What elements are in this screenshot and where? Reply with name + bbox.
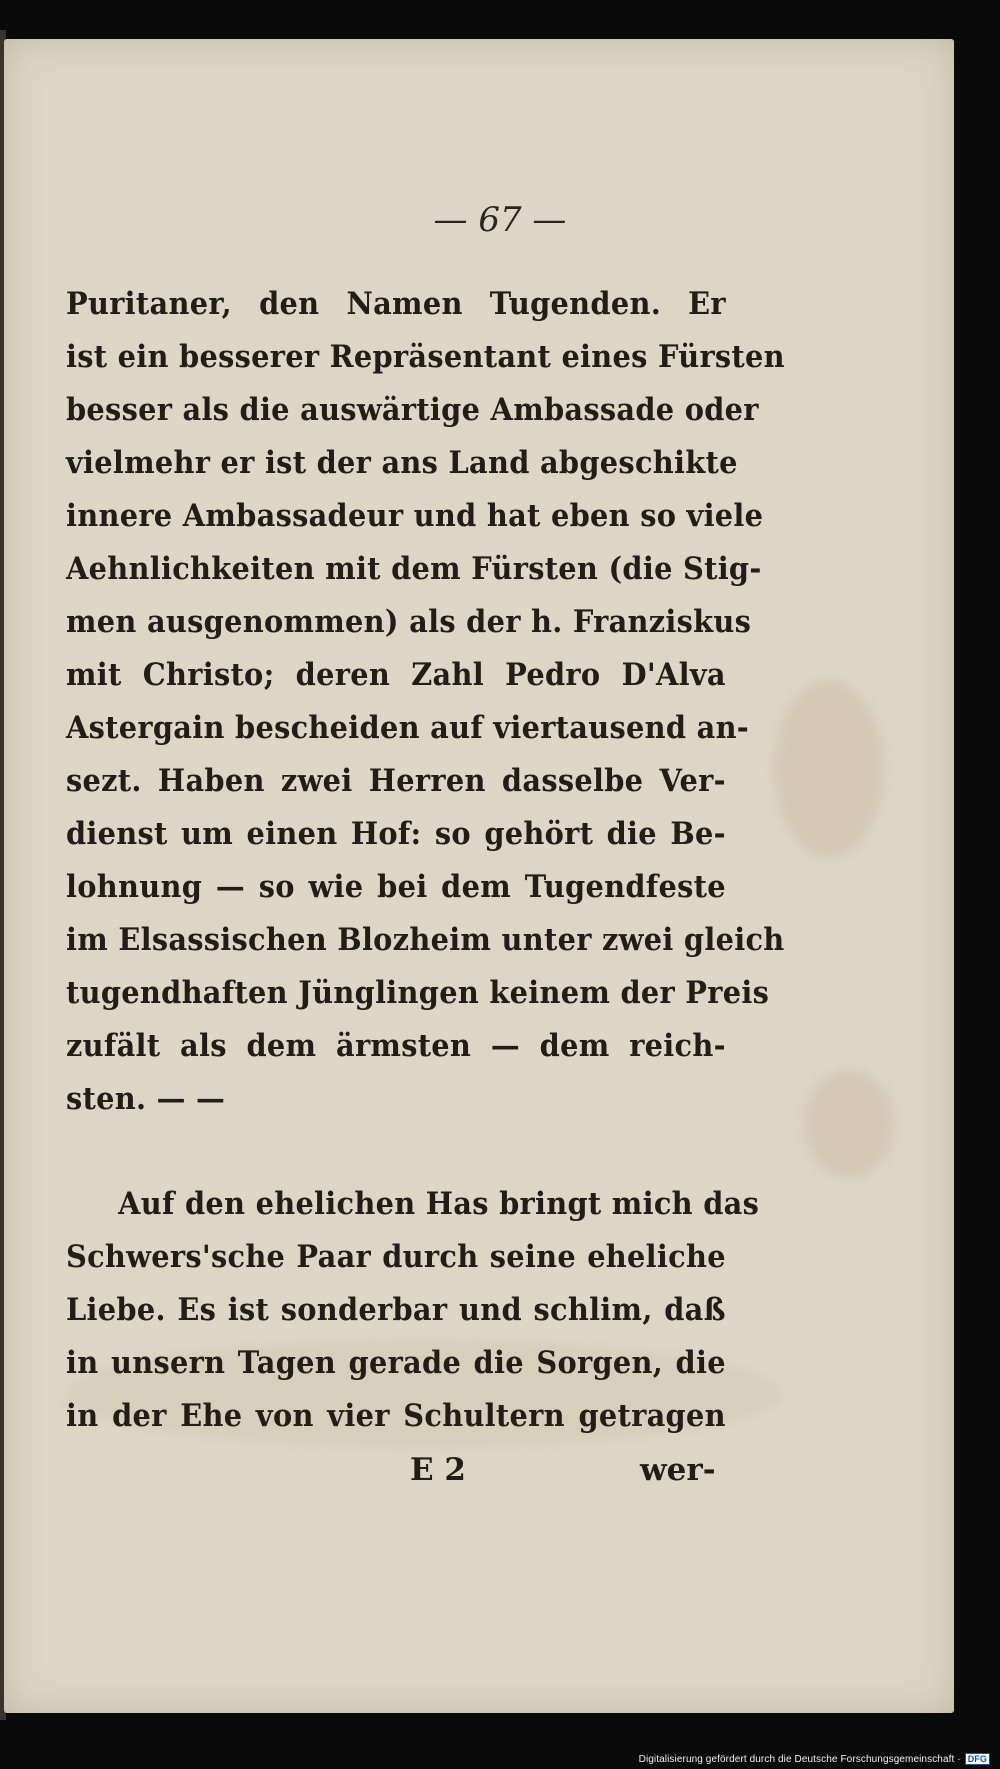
text-line: Liebe. Es ist sonderbar und schlim, daß xyxy=(66,1292,726,1328)
text-line: zufält als dem ärmsten — dem reich- xyxy=(66,1028,726,1064)
text-line: in der Ehe von vier Schultern getragen xyxy=(66,1398,726,1434)
text-line: Schwers'sche Paar durch seine eheliche xyxy=(66,1239,726,1275)
text-line: ist ein besserer Repräsentant eines Fürsten xyxy=(66,339,785,375)
page-number-header: — 67 — xyxy=(433,200,567,240)
text-line: lohnung — so wie bei dem Tugendfeste xyxy=(66,869,726,905)
paragraph-1 xyxy=(66,278,785,1126)
paragraph-2 xyxy=(66,1178,760,1443)
paper-stain xyxy=(774,679,884,859)
text-line: Aehnlichkeiten mit dem Fürsten (die Stig- xyxy=(66,551,762,587)
text-line: sezt. Haben zwei Herren dasselbe Ver- xyxy=(66,763,726,799)
paper-stain xyxy=(804,1069,894,1179)
text-line: tugendhaften Jünglingen keinem der Preis xyxy=(66,975,770,1011)
text-line: dienst um einen Hof: so gehört die Be- xyxy=(66,816,726,852)
dfg-logo: DFG xyxy=(965,1753,990,1765)
text-line: im Elsassischen Blozheim unter zwei gleich xyxy=(66,922,785,958)
credit-text: Digitalisierung gefördert durch die Deutsche Forschungsgemeinschaft · xyxy=(638,1753,961,1765)
text-line: besser als die auswärtige Ambassade oder xyxy=(66,392,759,428)
text-line: sten. — — xyxy=(66,1081,226,1117)
text-line: vielmehr er ist der ans Land abgeschikte xyxy=(66,445,738,481)
text-line: innere Ambassadeur und hat eben so viele xyxy=(66,498,764,534)
text-line: mit Christo; deren Zahl Pedro D'Alva xyxy=(66,657,726,693)
text-line: Puritaner, den Namen Tugenden. Er xyxy=(66,286,726,322)
digitization-credit xyxy=(639,1753,990,1765)
text-line: men ausgenommen) als der h. Franziskus xyxy=(66,604,752,640)
catchword: wer- xyxy=(640,1452,716,1488)
text-line: Astergain bescheiden auf viertausend an- xyxy=(66,710,750,746)
text-line: Auf den ehelichen Has bringt mich das xyxy=(118,1186,760,1222)
signature-mark: E 2 xyxy=(410,1452,466,1488)
text-line: in unsern Tagen gerade die Sorgen, die xyxy=(66,1345,726,1381)
